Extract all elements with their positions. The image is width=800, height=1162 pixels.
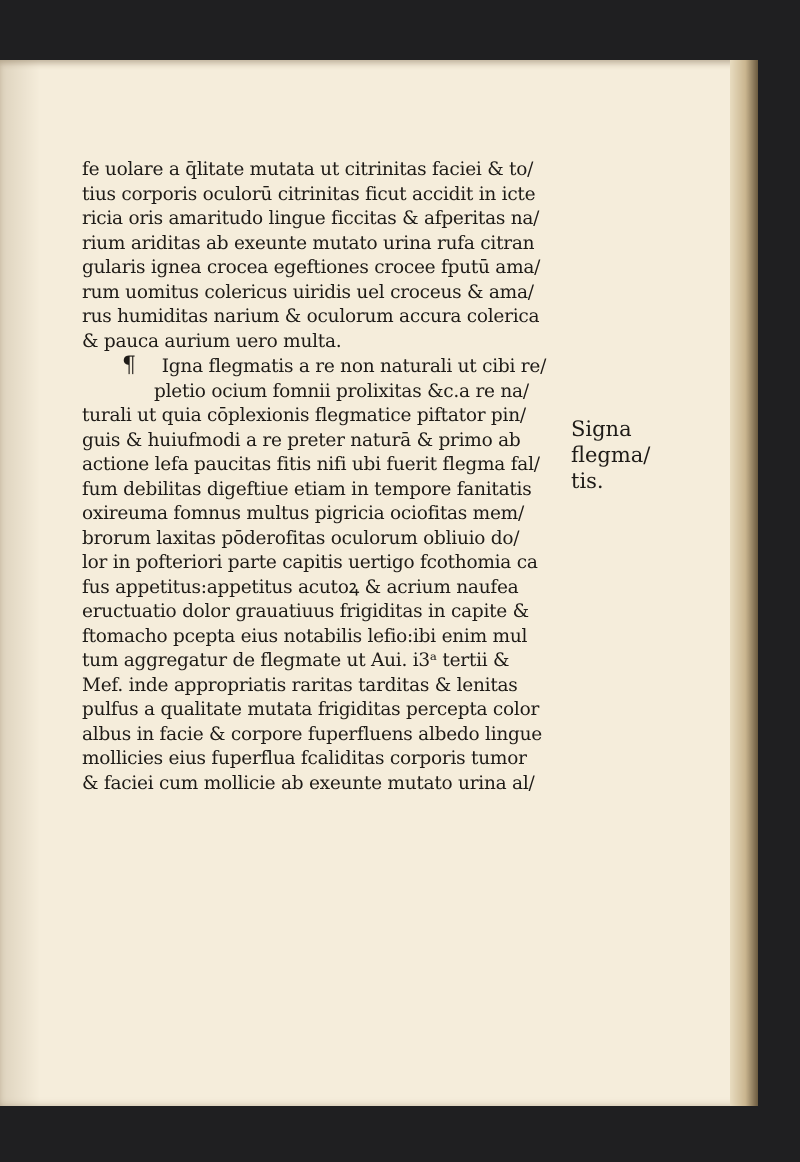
text-line: brorum laxitas pōderofitas oculorum obliuio do/ (82, 527, 520, 549)
text-line: albus in facie & corpore fuperfluens albedo lingue (82, 723, 542, 745)
text-line: mollicies eius fuperflua fcaliditas corporis tumor (82, 748, 527, 769)
main-text-column (82, 158, 552, 796)
margin-note-line: tis. (571, 469, 604, 493)
text-line: turali ut quia cōplexionis flegmatice piftator pin/ (82, 405, 526, 426)
text-line: guis & huiufmodi a re preter naturā & primo ab (82, 429, 521, 451)
paragraph-mark: ¶ (122, 353, 136, 378)
text-line: rus humiditas narium & oculorum accura colerica (82, 306, 540, 327)
text-line: tum aggregatur de flegmate ut Aui. i3ᵃ tertii & (82, 650, 510, 671)
text-line: pulfus a qualitate mutata frigiditas percepta color (82, 699, 540, 720)
text-line: tius corporis oculorū citrinitas ficut accidit in icte (82, 183, 536, 205)
margin-note-line: flegma/ (571, 443, 651, 467)
text-line: & faciei cum mollicie ab exeunte mutato urina al/ (82, 772, 535, 794)
text-line: rum uomitus colericus uiridis uel croceus & ama/ (82, 281, 534, 303)
text-line: ricia oris amaritudo lingue ficcitas & afperitas na/ (82, 208, 540, 229)
text-line: Igna flegmatis a re non naturali ut cibi re/ (161, 356, 547, 377)
page-edge (730, 60, 758, 1106)
text-line: gularis ignea crocea egeftiones crocee fputū ama/ (82, 257, 541, 278)
text-line: & pauca aurium uero multa. (82, 330, 342, 352)
text-line: fum debilitas digeftiue etiam in tempore fanitatis (82, 478, 532, 500)
text-line: pletio ocium fomnii prolixitas &c.a re na/ (154, 380, 529, 402)
margin-note-line: Signa (571, 417, 632, 441)
text-line: Mef. inde appropriatis raritas tarditas & lenitas (82, 674, 518, 696)
margin-note (571, 416, 701, 494)
text-line: fus appetitus:appetitus acutoꝝ & acrium naufea (82, 576, 519, 598)
text-line: lor in pofteriori parte capitis uertigo fcothomia ca (82, 552, 538, 573)
text-line: oxireuma fomnus multus pigricia ociofitas mem/ (82, 503, 524, 524)
text-line: fe uolare a q̄litate mutata ut citrinitas faciei & to/ (82, 159, 534, 180)
paragraph-start-line (82, 354, 552, 380)
text-line: ftomacho pcepta eius notabilis lefio:ibi enim mul (82, 625, 528, 647)
text-line: rium ariditas ab exeunte mutato urina rufa citran (82, 232, 535, 254)
text-line: eructuatio dolor grauatiuus frigiditas in capite & (82, 601, 529, 622)
text-line: actione lefa paucitas fitis nifi ubi fuerit flegma fal/ (82, 454, 540, 475)
